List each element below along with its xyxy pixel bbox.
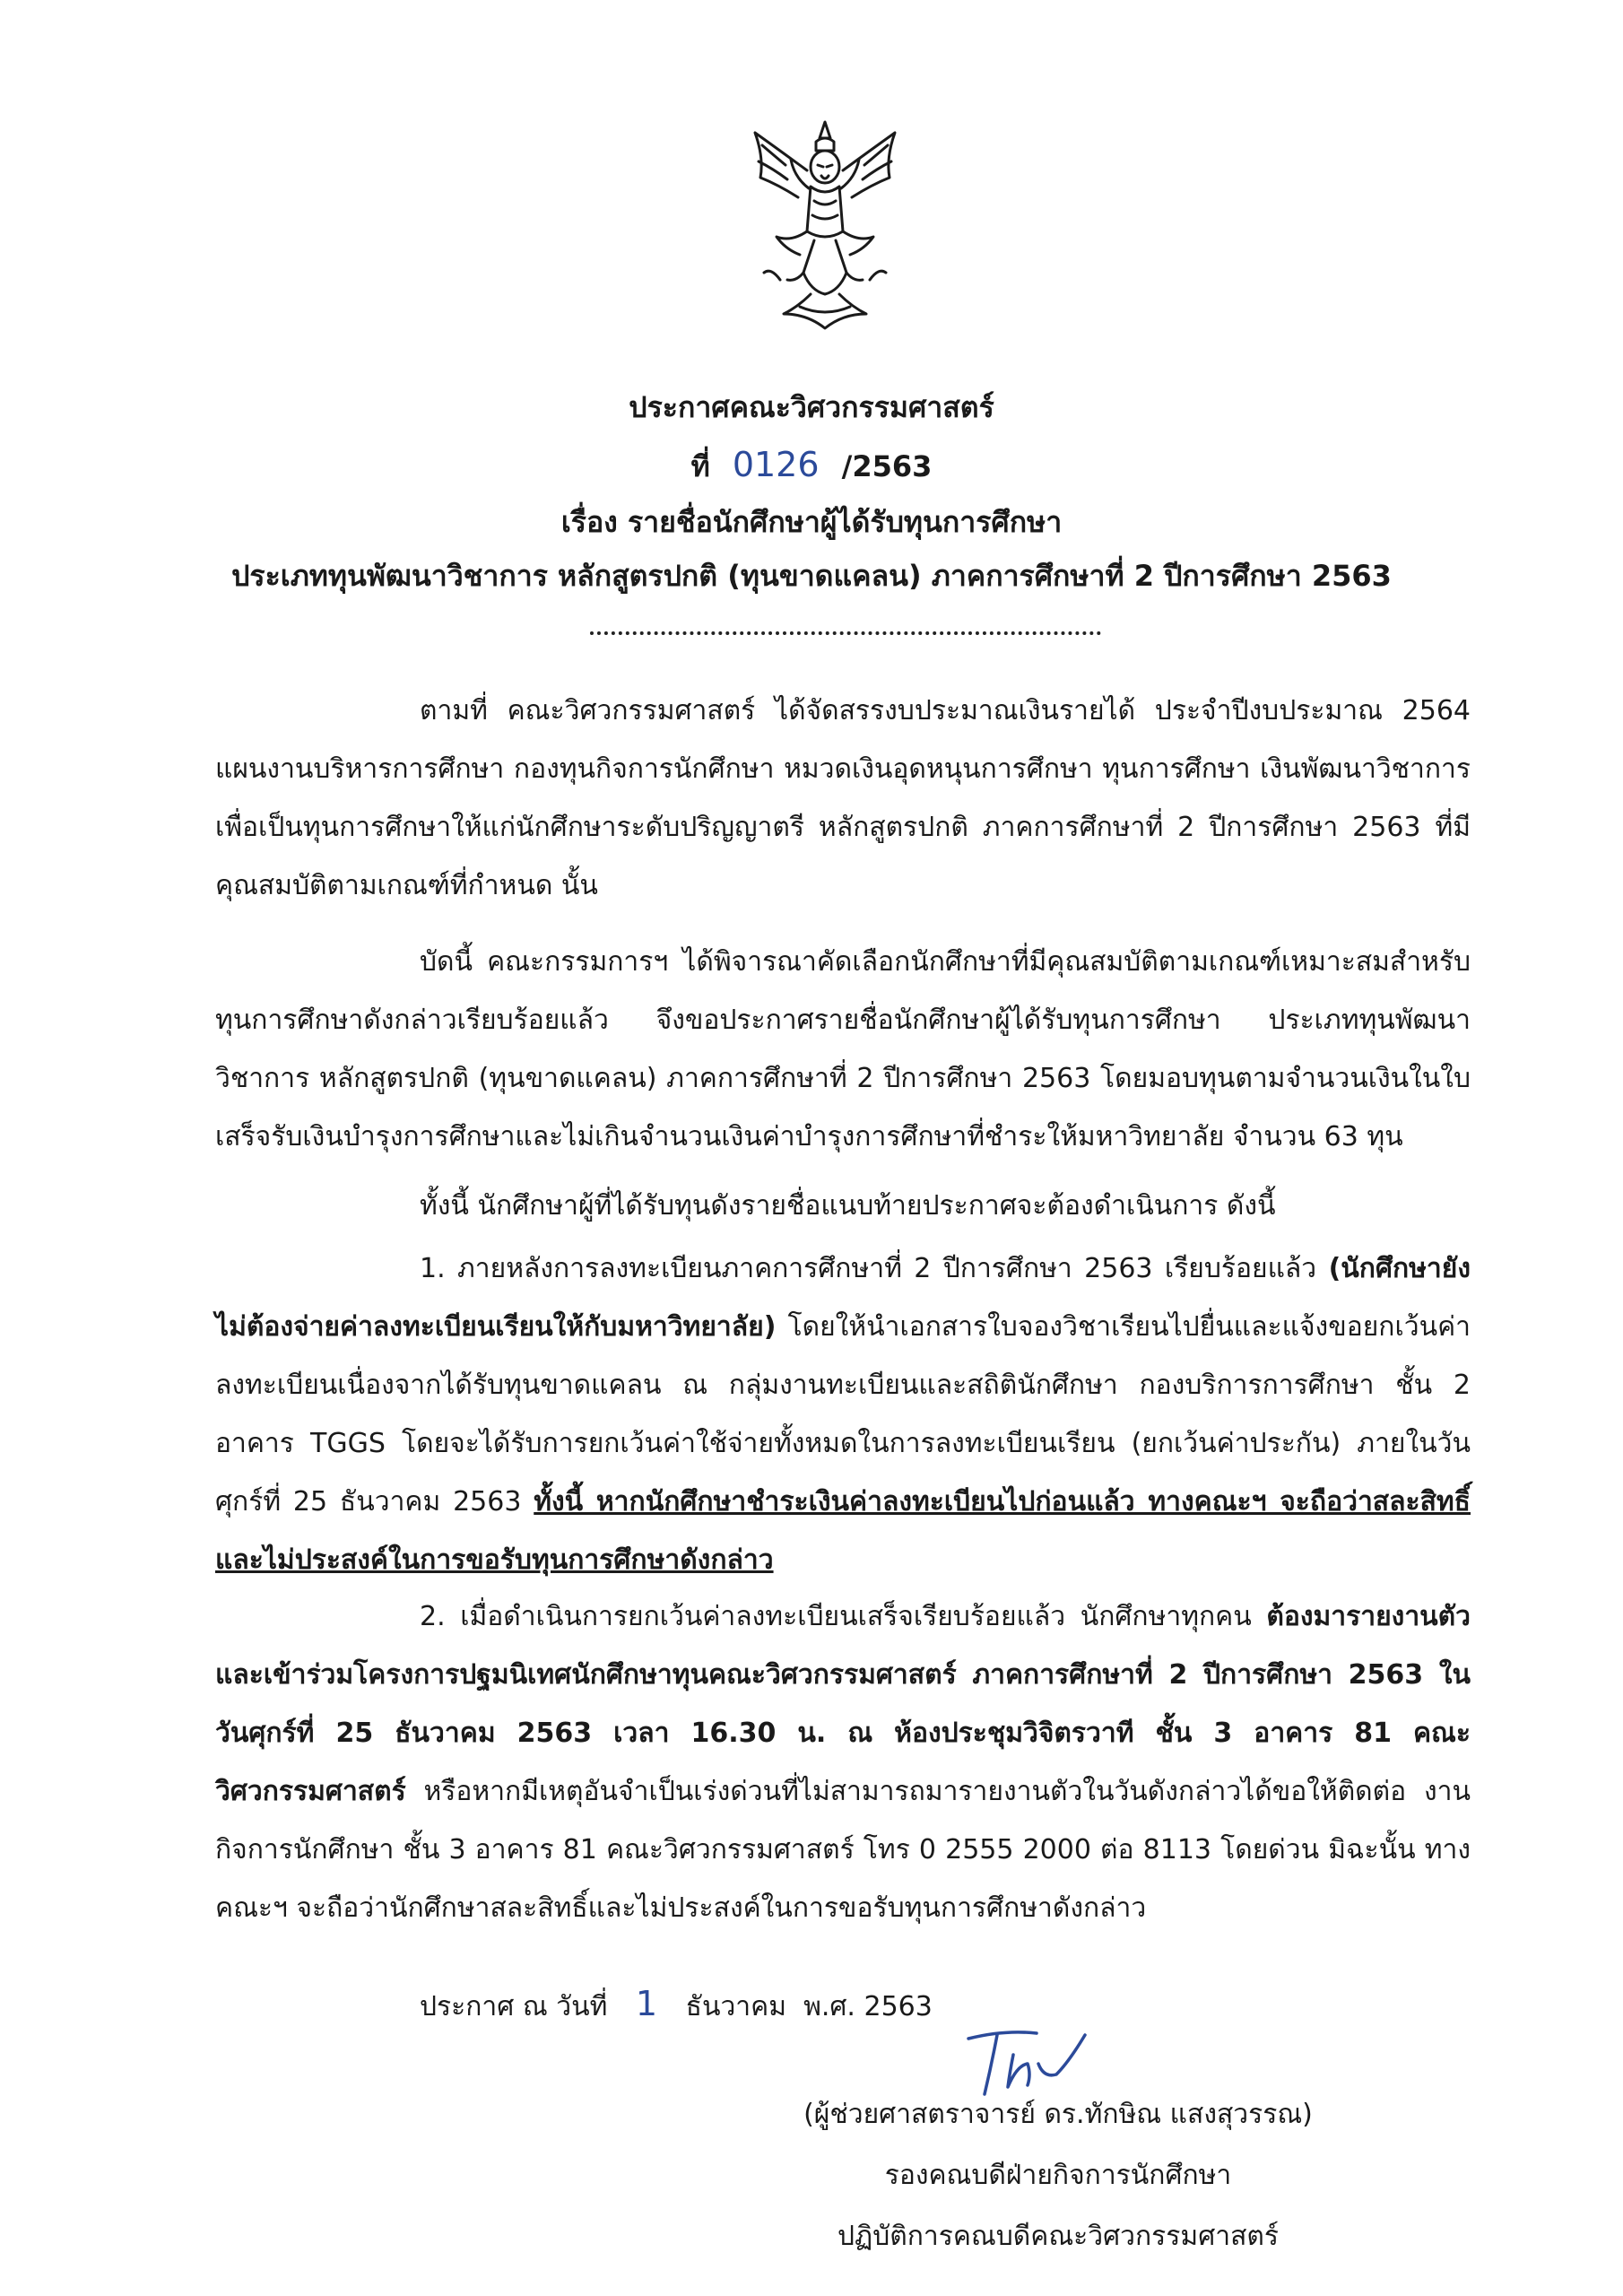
signatory-position-1: รองคณบดีฝ่ายกิจการนักศึกษา [884, 2160, 1232, 2191]
item1-text-c: โดยให้นำเอกสารใบจองวิชาเรียนไปยื่นและแจ้งขอยกเว้นค่าลงทะเบียนเนื่องจากได้รับทุนขาดแคลน ณ กลุ่มงานทะเบียนและสถิตินักศึกษา กองบริการการศึกษา ชั้น 2 อาคาร TGGS โดยจะได้รับการยกเว้นค่าใช้จ่ายทั้งหมดในการลงทะเบียนเรียน (ยกเว้นค่าประกัน) ภายในวันศุกร์ที่ 25 ธันวาคม 2563 [215, 1311, 1471, 1518]
number-prefix: ที่ [690, 449, 710, 483]
subject: เรื่อง รายชื่อนักศึกษาผู้ได้รับทุนการศึกษา [560, 505, 1063, 539]
announcement-title: ประกาศคณะวิศวกรรมศาสตร์ [629, 390, 994, 424]
garuda-emblem-icon [744, 115, 906, 332]
signatory-position-2: ปฏิบัติการคณบดีคณะวิศวกรรมศาสตร์ [838, 2221, 1279, 2252]
list-item-1 [215, 1239, 1471, 1589]
item2-text-c: หรือหากมีเหตุอันจำเป็นเร่งด่วนที่ไม่สามารถมารายงานตัวในวันดังกล่าวได้ขอให้ติดต่อ งานกิจการนักศึกษา ชั้น 3 อาคาร 81 คณะวิศวกรรมศาสตร์ โทร 0 2555 2000 ต่อ 8113 โดยด่วน มิฉะนั้น ทางคณะฯ จะถือว่านักศึกษาสละสิทธิ์และไม่ประสงค์ในการขอรับทุนการศึกษาดังกล่าว [215, 1776, 1471, 1924]
body-paragraph-1 [215, 682, 1471, 915]
item2-text-bold: ต้องมารายงานตัวและเข้าร่วมโครงการปฐมนิเทศนักศึกษาทุนคณะวิศวกรรมศาสตร์ ภาคการศึกษาที่ 2 ปีการศึกษา 2563 ในวันศุกร์ที่ 25 ธันวาคม 2563 เวลา 16.30 น. ณ ห้องประชุมวิจิตรวาที ชั้น 3 อาคาร 81 คณะวิศวกรรมศาสตร์ [215, 1601, 1471, 1807]
item1-text-bold: (นักศึกษายังไม่ต้องจ่ายค่าลงทะเบียนเรียนให้กับมหาวิทยาลัย) [215, 1253, 1471, 1343]
para-1: ตามที่ คณะวิศวกรรมศาสตร์ ได้จัดสรรงบประมาณเงินรายได้ ประจำปีงบประมาณ 2564 แผนงานบริหารการศึกษา กองทุนกิจการนักศึกษา หมวดเงินอุดหนุนการศึกษา ทุนการศึกษา เงินพัฒนาวิชาการ เพื่อเป็นทุนการศึกษาให้แก่นักศึกษาระดับปริญญาตรี หลักสูตรปกติ ภาคการศึกษาที่ 2 ปีการศึกษา 2563 ที่มีคุณสมบัติตามเกณฑ์ที่กำหนด นั้น [215, 695, 1471, 901]
para-2: บัดนี้ คณะกรรมการฯ ได้พิจารณาคัดเลือกนักศึกษาที่มีคุณสมบัติตามเกณฑ์เหมาะสมสำหรับทุนการศึกษาดังกล่าวเรียบร้อยแล้ว จึงขอประกาศรายชื่อนักศึกษาผู้ได้รับทุนการศึกษา ประเภททุนพัฒนาวิชาการ หลักสูตรปกติ (ทุนขาดแคลน) ภาคการศึกษาที่ 2 ปีการศึกษา 2563 โดยมอบทุนตามจำนวนเงินในใบเสร็จรับเงินบำรุงการศึกษาและไม่เกินจำนวนเงินค่าบำรุงการศึกษาที่ชำระให้มหาวิทยาลัย จำนวน 63 ทุน [215, 946, 1471, 1152]
signatory-name: (ผู้ช่วยศาสตราจารย์ ดร.ทักษิณ แสงสุวรรณ) [803, 2099, 1313, 2130]
body-paragraph-2 [215, 933, 1471, 1166]
dotted-separator [590, 631, 1101, 635]
date-month: ธันวาคม [685, 1991, 786, 2022]
list-item-2 [215, 1587, 1471, 1937]
announcement-date [420, 1984, 933, 2028]
date-year: พ.ศ. 2563 [803, 1991, 933, 2022]
subject-line2: ประเภททุนพัฒนาวิชาการ หลักสูตรปกติ (ทุนขาดแคลน) ภาคการศึกษาที่ 2 ปีการศึกษา 2563 [231, 559, 1392, 593]
item1-text-underlined: ทั้งนี้ หากนักศึกษาชำระเงินค่าลงทะเบียนไปก่อนแล้ว ทางคณะฯ จะถือว่าสละสิทธิ์และไม่ประสงค์ในการขอรับทุนการศึกษาดังกล่าว [215, 1486, 1471, 1576]
number-suffix: /2563 [841, 449, 933, 483]
announcement-number [179, 445, 1444, 486]
number-handwritten: 0126 [732, 445, 820, 484]
body-paragraph-3 [215, 1177, 1471, 1235]
date-prefix: ประกาศ ณ วันที่ [420, 1991, 608, 2022]
item2-text-a: 2. เมื่อดำเนินการยกเว้นค่าลงทะเบียนเสร็จเรียบร้อยแล้ว นักศึกษาทุกคน [420, 1601, 1267, 1632]
para-3: ทั้งนี้ นักศึกษาผู้ที่ได้รับทุนดังรายชื่อแนบท้ายประกาศจะต้องดำเนินการ ดังนี้ [420, 1190, 1276, 1222]
date-day-handwritten: 1 [635, 1984, 658, 2023]
item1-text-a: 1. ภายหลังการลงทะเบียนภาคการศึกษาที่ 2 ปีการศึกษา 2563 เรียบร้อยแล้ว [420, 1253, 1329, 1284]
